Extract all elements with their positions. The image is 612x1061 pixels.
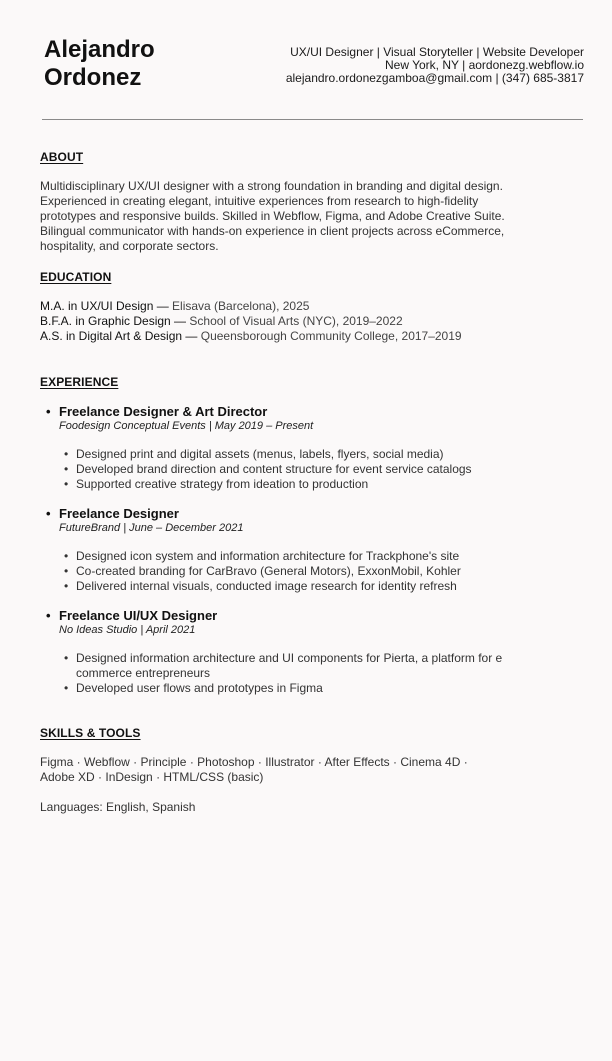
- job-bullet: • Designed print and digital assets (menus, labels, flyers, social media): [44, 447, 536, 462]
- about-line: Multidisciplinary UX/UI designer with a strong foundation in branding and digital design.: [40, 179, 503, 193]
- header-divider: [42, 119, 583, 120]
- job-entry: [44, 608, 564, 696]
- skills-line: Figma · Webflow · Principle · Photoshop · Illustrator · After Effects · Cinema 4D ·: [40, 755, 468, 769]
- experience-heading: EXPERIENCE: [40, 375, 119, 389]
- job-bullet: • Developed user flows and prototypes in Figma: [44, 681, 536, 696]
- job-company-dates: No Ideas Studio | April 2021: [59, 624, 196, 636]
- education-degree: A.S. in Digital Art & Design —: [40, 329, 198, 343]
- education-degree: M.A. in UX/UI Design —: [40, 299, 169, 313]
- job-bullets: [44, 447, 564, 492]
- job-title: • Freelance UI/UX Designer: [44, 608, 564, 624]
- education-heading: EDUCATION: [40, 270, 112, 284]
- education-degree: B.F.A. in Graphic Design —: [40, 314, 187, 328]
- education-list: [40, 299, 560, 344]
- skills-line: Adobe XD · InDesign · HTML/CSS (basic): [40, 770, 264, 784]
- job-bullet: • Supported creative strategy from ideation to production: [44, 477, 536, 492]
- job-bullets: [44, 549, 564, 594]
- about-line: Bilingual communicator with hands-on experience in client projects across eCommerce,: [40, 224, 505, 238]
- location-website-line: New York, NY | aordonezg.webflow.io: [384, 58, 584, 72]
- about-heading: ABOUT: [40, 150, 84, 164]
- job-bullet: • Delivered internal visuals, conducted image research for identity refresh: [44, 579, 536, 594]
- job-company-dates: Foodesign Conceptual Events | May 2019 – Present: [59, 420, 314, 432]
- roles-line: UX/UI Designer | Visual Storyteller | Website Developer: [290, 45, 584, 59]
- job-entry: [44, 506, 564, 594]
- skills-heading: SKILLS & TOOLS: [40, 726, 141, 740]
- education-item: [40, 329, 560, 344]
- candidate-name: [44, 36, 155, 92]
- job-bullets: [44, 651, 564, 696]
- job-bullet: • Developed brand direction and content structure for event service catalogs: [44, 462, 536, 477]
- job-bullet: • Co-created branding for CarBravo (General Motors), ExxonMobil, Kohler: [44, 564, 536, 579]
- job-title: • Freelance Designer: [44, 506, 564, 522]
- about-line: Experienced in creating elegant, intuitive experiences from research to high-fidelity: [40, 194, 479, 208]
- about-line: hospitality, and corporate sectors.: [40, 239, 219, 253]
- job-bullet: • Designed information architecture and UI components for Pierta, a platform for e commerce entrepreneurs: [44, 651, 536, 681]
- education-detail: School of Visual Arts (NYC), 2019–2022: [186, 314, 403, 328]
- about-paragraph: [40, 179, 560, 254]
- education-item: [40, 299, 560, 314]
- contact-block: [286, 46, 584, 85]
- job-entry: [44, 404, 564, 492]
- languages-line: Languages: English, Spanish: [40, 800, 196, 814]
- education-detail: Queensborough Community College, 2017–2019: [197, 329, 462, 343]
- job-title: • Freelance Designer & Art Director: [44, 404, 564, 420]
- education-detail: Elisava (Barcelona), 2025: [168, 299, 310, 313]
- name-line-last: Ordonez: [44, 64, 142, 91]
- name-line-first: Alejandro: [44, 36, 155, 63]
- skills-list: [40, 755, 560, 785]
- about-line: prototypes and responsive builds. Skilled in Webflow, Figma, and Adobe Creative Suite.: [40, 209, 505, 223]
- job-bullet: • Designed icon system and information architecture for Trackphone's site: [44, 549, 536, 564]
- job-company-dates: FutureBrand | June – December 2021: [59, 522, 244, 534]
- email-phone-line: alejandro.ordonezgamboa@gmail.com | (347) 685-3817: [285, 71, 584, 85]
- education-item: [40, 314, 560, 329]
